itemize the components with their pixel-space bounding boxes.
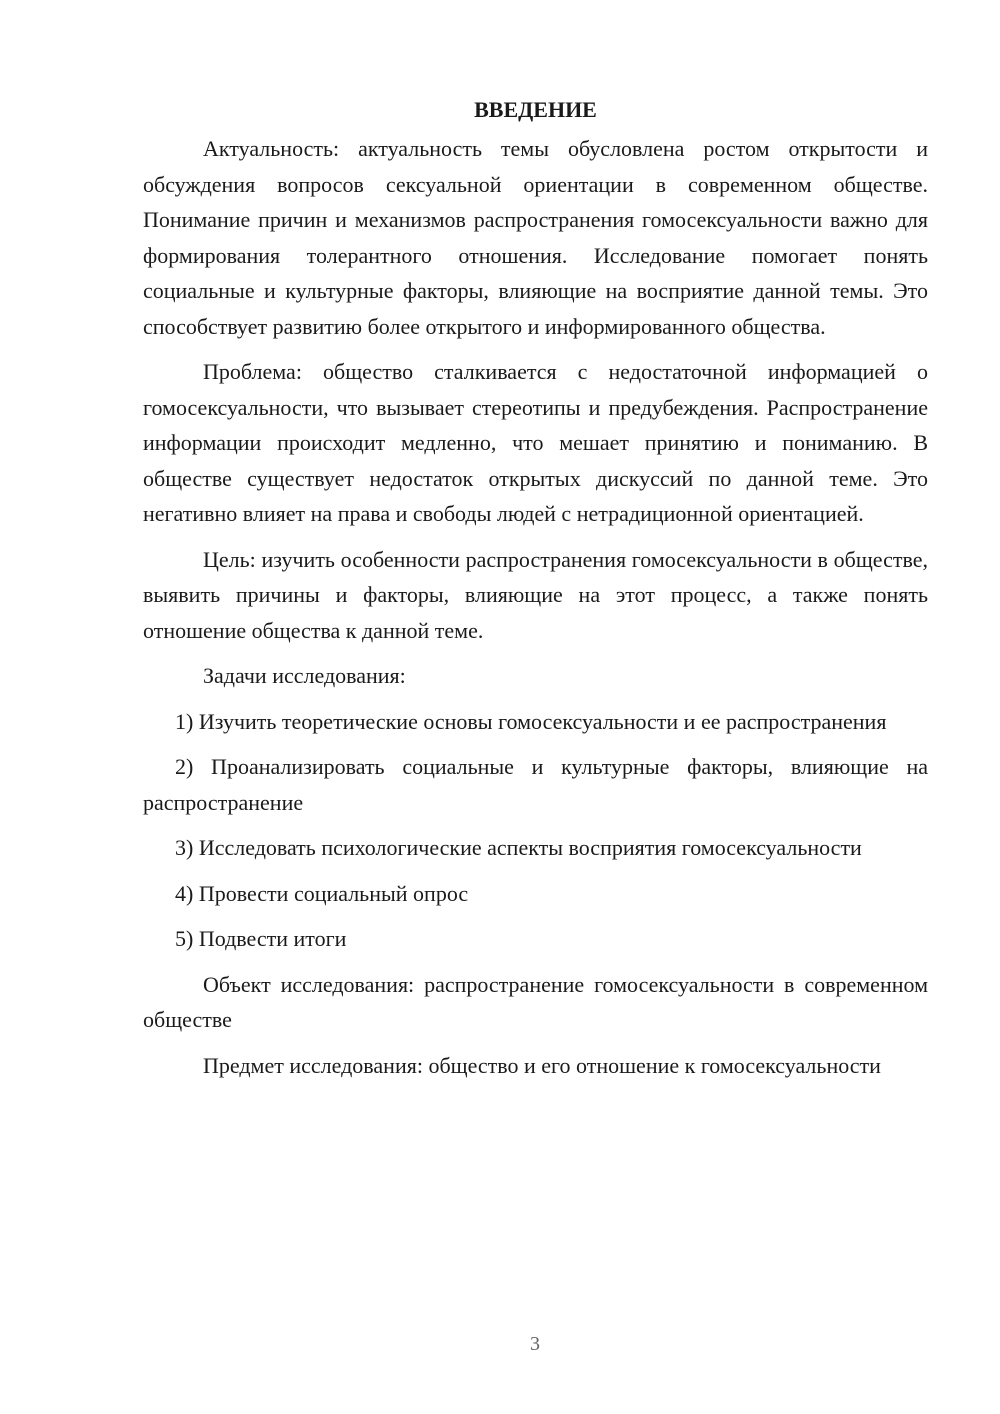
- tasks-heading: Задачи исследования:: [203, 663, 406, 688]
- document-page: [143, 95, 928, 1093]
- problem-paragraph: Проблема: общество сталкивается с недостаточной информацией о гомосексуальности, что вызывает стереотипы и предубеждения. Распространение информации происходит медленно, что мешает принятию и пониманию. В обществе существует недостаток открытых дискуссий по данной теме. Это негативно влияет на права и свободы людей с нетрадиционной ориентацией.: [143, 359, 928, 526]
- relevance-paragraph: Актуальность: актуальность темы обусловлена ростом открытости и обсуждения вопросов сексуальной ориентации в современном обществе. Понимание причин и механизмов распространения гомосексуальности важно для формирования толерантного отношения. Исследование помогает понять социальные и культурные факторы, влияющие на восприятие данной темы. Это способствует развитию более открытого и информированного общества.: [143, 136, 928, 339]
- page-number: 3: [530, 1333, 540, 1355]
- research-object-paragraph: Объект исследования: распространение гомосексуальности в современном обществе: [143, 971, 928, 1032]
- task-item: 5) Подвести итоги: [175, 926, 347, 951]
- task-item: 2) Проанализировать социальные и культурные факторы, влияющие на распространение: [143, 754, 928, 815]
- goal-paragraph: Цель: изучить особенности распространения гомосексуальности в обществе, выявить причины и факторы, влияющие на этот процесс, а также понять отношение общества к данной теме.: [143, 546, 928, 643]
- research-subject-paragraph: Предмет исследования: общество и его отношение к гомосексуальности: [203, 1052, 881, 1078]
- task-item: 1) Изучить теоретические основы гомосексуальности и ее распространения: [175, 708, 887, 734]
- task-item: 3) Исследовать психологические аспекты восприятия гомосексуальности: [175, 835, 862, 860]
- section-title: ВВЕДЕНИЕ: [474, 97, 597, 122]
- task-item: 4) Провести социальный опрос: [175, 880, 469, 906]
